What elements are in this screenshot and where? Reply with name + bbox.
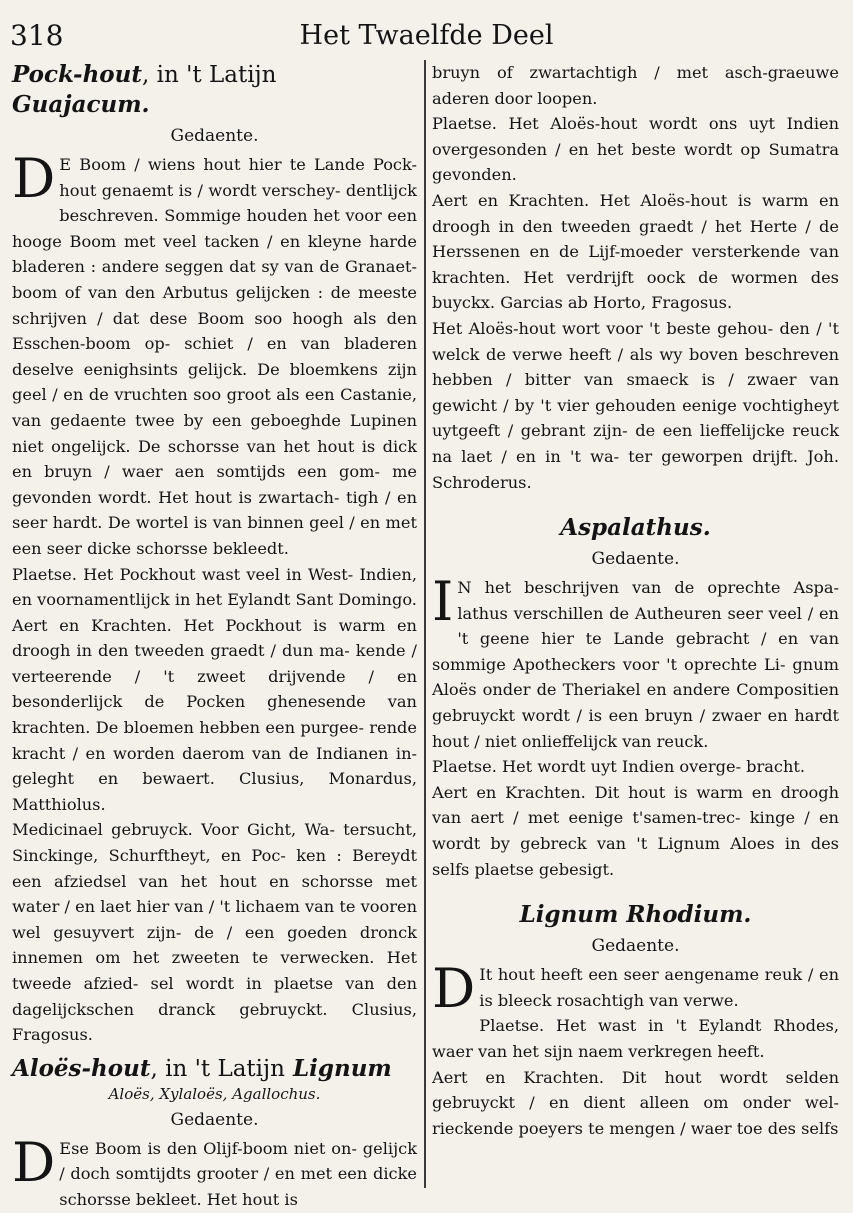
running-head: Het Twaelfde Deel bbox=[299, 20, 554, 51]
aloes-continued: bruyn of zwartachtigh / met asch-graeuwe aderen door loopen. bbox=[432, 63, 839, 108]
aloes-extra: Het Aloës-hout wort voor 't beste gehou- den / 't welck de verwe heeft / als wy boven beschreven hebben / bitter van smaeck is / zwaer van gewicht / by 't vier gehouden eenige vochtigheyt uytgeeft / gebrant zijn- de een lieffelijcke reuck na laet / en in 't wa- ter geworpen drijft. Joh. Schroderus. bbox=[432, 318, 839, 492]
pockhout-medicinael: Medicinael gebruyck. Voor Gicht, Wa- tersucht, Sinckinge, Schurftheyt, en Poc- ken : Bereydt een afziedsel van het hout en schorsse met water / en laet hier van / 't lichaem van te vooren wel gesuyvert zijn- de / een goeden dronck innemen om het zweeten te verwecken. Het tweede afzied- sel wordt in plaetse van den dagelijckschen dranck gebruyckt. Clusius, Fragosus. bbox=[12, 820, 417, 1045]
aspalathus-plaetse: Plaetse. Het wordt uyt Indien overge- bracht. bbox=[432, 757, 806, 777]
drop-cap: I bbox=[432, 570, 454, 634]
aloeshout-heading: Aloës-hout, in 't Latijn Lignum bbox=[12, 1054, 392, 1082]
left-column bbox=[12, 60, 417, 1209]
pockhout-aert: Aert en Krachten. Het Pockhout is warm en droogh in den tweeden graedt / dun ma- kende / verteerende / 't zweet drijvende / en besonderlijck de Pocken ghenesende van krachten. De bloemen hebben een purgee- rende kracht / en worden daerom van de Indianen in-geleght en bewaert. Clusius, Monardus, Matthiolus. bbox=[12, 615, 417, 814]
aloes-plaetse: Plaetse. Het Aloës-hout wordt ons uyt Indien overgesonden / en het beste wordt op Sumatra gevonden. bbox=[432, 114, 839, 185]
drop-cap: D bbox=[12, 1130, 56, 1194]
rhodium-gedaente-heading: Gedaente. bbox=[591, 936, 680, 957]
rhodium-aert: Aert en Krachten. Dit hout wordt selden gebruyckt / en dient alleen om onder wel- rieckende poeyers te mengen / waer toe des selfs bbox=[432, 1067, 839, 1138]
right-column bbox=[432, 60, 839, 1190]
aspalathus-aert: Aert en Krachten. Dit hout is warm en droogh van aert / met eenige t'samen-trec- kinge / en wordt by gebreck van 't Lignum Aloes in des selfs plaetse gebesigt. bbox=[432, 782, 839, 879]
rhodium-heading: Lignum Rhodium. bbox=[519, 901, 752, 929]
pockhout-plaetse: Plaetse. Het Pockhout wast veel in West- Indien, en voornamentlijck in het Eylandt Sant Domingo. bbox=[12, 564, 417, 610]
pockhout-gedaente: D E Boom / wiens hout hier te Lande Pock-hout genaemt is / wordt verschey- dentlijck beschreven. Sommige houden het voor een hooge Boom met veel tacken / en kleyne harde bladeren : andere seggen dat sy van de Granaet-boom of van den Arbutus gelijcken : de meeste schrijven / dat dese Boom soo hoogh als den Esschen-boom op- schiet / en van bladeren deselve eenighsints gelijck. De bloemkens zijn geel / en de vruchten soo groot als een Castanie, van gedaente twee by een geboeghde Lupinen niet ongelijck. De schorsse van het hout is dick en bruyn / waer aen somtijds een gom- me gevonden wordt. Het hout is zwartach- tigh / en seer hardt. De wortel is van binnen geel / en met een seer dicke schorsse bekleedt. bbox=[12, 147, 417, 558]
aloes-aert: Aert en Krachten. Het Aloës-hout is warm en droogh in den tweeden graedt / het Herte / de Herssenen en de Lijf-moeder versterkende van krachten. Het verdrijft oock de wormen des buyckx. Garcias ab Horto, Fragosus. bbox=[432, 190, 839, 313]
column-divider bbox=[424, 60, 426, 1188]
page-header bbox=[0, 0, 853, 56]
aloeshout-gedaente-heading: Gedaente. bbox=[170, 1109, 259, 1130]
pockhout-heading: Pock-hout, in 't Latijn Guajacum. bbox=[12, 61, 277, 118]
aspalathus-gedaente-heading: Gedaente. bbox=[591, 549, 680, 570]
rhodium-gedaente: D It hout heeft een seer aengename reuk / en is bleeck rosachtigh van verwe. bbox=[432, 957, 839, 1021]
aloeshout-gedaente: D Ese Boom is den Olijf-boom niet on- gelijck / doch somtijdts grooter / en met een dicke schorsse bekleet. Het hout is bbox=[12, 1130, 417, 1209]
aspalathus-heading: Aspalathus. bbox=[560, 514, 711, 542]
aloeshout-synonyms: Aloës, Xylaloës, Agallochus. bbox=[108, 1084, 321, 1103]
drop-cap: D bbox=[12, 147, 56, 210]
page-number: 318 bbox=[10, 19, 64, 52]
drop-cap: D bbox=[432, 957, 476, 1021]
rhodium-plaetse: Plaetse. Het wast in 't Eylandt Rhodes, waer van het sijn naem verkregen heeft. bbox=[432, 1016, 839, 1061]
aspalathus-gedaente: I N het beschrijven van de oprechte Aspa- lathus verschillen de Autheuren seer veel / en 't geene hier te Lande gebracht / en van sommige Apotheckers voor 't oprechte Li- gnum Aloës onder de Theriakel en andere Compositien gebruyckt wordt / is een bruyn / zwaer en hardt hout / niet onlieffelijck van reuck. bbox=[432, 570, 839, 751]
pockhout-gedaente-heading: Gedaente. bbox=[170, 126, 259, 146]
